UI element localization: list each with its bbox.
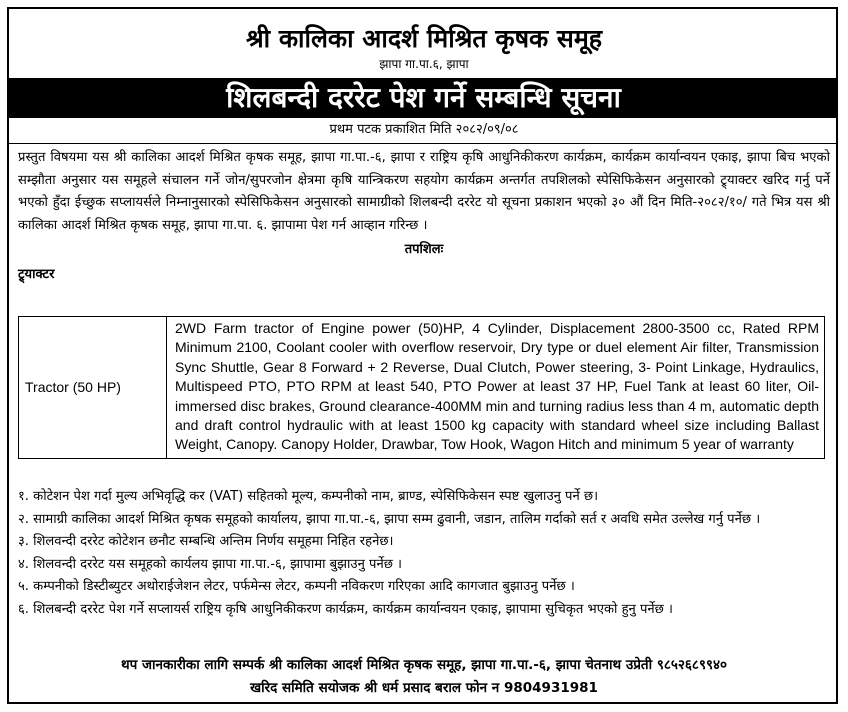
organization-name: श्री कालिका आदर्श मिश्रित कृषक समूह bbox=[245, 24, 603, 53]
coordinator-line: खरिद समिति सयोजक श्री धर्म प्रसाद बराल फोन न 9804931981 bbox=[250, 680, 598, 696]
publication-date: प्रथम पटक प्रकाशित मिति २०८२/०९/०८ bbox=[329, 122, 519, 137]
list-item: ६. शिलबन्दी दररेट पेश गर्ने सप्लायर्स राष्ट्रिय कृषि आधुनिकीकरण कार्यक्रम, कार्यक्रम कार्यान्वयन एकाइ, झापामा सुचिकृत भएको हुनु पर्नेछ । bbox=[18, 601, 673, 617]
organization-address: झापा गा.पा.६, झापा bbox=[379, 57, 469, 71]
notice-title: शिलबन्दी दररेट पेश गर्ने सम्बन्धि सूचना bbox=[9, 78, 838, 118]
list-item: ३. शिलवन्दी दररेट कोटेशन छनौट सम्बन्धि अन्तिम निर्णय समूहमा निहित रहनेछ। bbox=[18, 534, 394, 549]
contact-line: थप जानकारीका लागि सम्पर्क श्री कालिका आदर्श मिश्रित कृषक समूह, झापा गा.पा.-६, झापा चेतनाथ उप्रेती ९८५२६८९९४० bbox=[120, 657, 728, 673]
list-item: ४. शिलवन्दी दररेट यस समूहको कार्यलय झापा गा.पा.-६, झापामा बुझाउनु पर्नेछ । bbox=[18, 556, 403, 572]
section-heading: ट्र्याक्टर bbox=[18, 267, 55, 282]
item-specification: 2WD Farm tractor of Engine power (50)HP, 4 Cylinder, Displacement 2800-3500 cc, Rated RPM Minimum 2100, Coolant cooler with overflow reservoir, Dry type or duel element Air filter, Transmission Sync Shuttle, Gear 8 Forward + 2 Reverse, Dual Clutch, Power steering, 3- Point Linkage, Hydraulics, Multispeed PTO, PTO RPM at least 540, PTO Power at least 37 HP, Fuel Tank at least 60 liter, Oil-immersed disc brakes, Ground clearance-400MM min and turning radius less than 4 m, automatic depth and draft control hydraulic with at least 1500 kg capacity with standard wheel size including Ballast Weight, Canopy. Canopy Holder, Drawbar, Tow Hook, Wagon Hitch and minimum 5 year of warranty bbox=[167, 317, 825, 459]
divider bbox=[9, 143, 838, 144]
list-item: ५. कम्पनीको डिस्टीब्युटर अथोराईजेशन लेटर, पर्फमेन्स लेटर, कम्पनी नविकरण गरिएका आदि कागजात बुझाउनु पर्नेछ । bbox=[18, 579, 575, 594]
list-item: १. कोटेशन पेश गर्दा मुल्य अभिवृद्धि कर (VAT) सहितको मूल्य, कम्पनीको नाम, ब्राण्ड, स्पेसिफिकेसन स्पष्ट खुलाउनु पर्ने छ। bbox=[18, 489, 599, 504]
schedule-heading: तपशिलः bbox=[404, 242, 444, 257]
intro-paragraph: प्रस्तुत विषयमा यस श्री कालिका आदर्श मिश्रित कृषक समूह, झापा गा.पा.-६, झापा र राष्ट्रिय कृषि आधुनिकीकरण कार्यक्रम, कार्यक्रम कार्यान्वयन एकाइ, झापा बिच भएको सम्झौता अनुसार यस समूहले संचालन गर्ने जोन/सुपरजोन क्षेत्रमा कृषि यान्त्रिकरण सहयोग कार्यक्रम अन्तर्गत तपशिलको स्पेसिफिकेसन अनुसारको ट्र्याक्टर खरिद गर्नु पर्ने भएको हुँदा ईच्छुक सप्लायर्सले निम्नानुसारको स्पेसिफिकेसन अनुसारको सामाग्रीको शिलबन्दी दररेट यो सूचना प्रकाशन भएको ३० औं दिन मिति-२०८२/१०/ गते भित्र यस श्री कालिका आदर्श मिश्रित कृषक समूह, झापा गा.पा. ६. झापामा पेश गर्न आव्हान गरिन्छ । bbox=[18, 150, 830, 233]
table-row bbox=[19, 317, 825, 459]
conditions-list bbox=[18, 486, 830, 621]
item-name: Tractor (50 HP) bbox=[19, 317, 167, 459]
list-item: २. सामाग्री कालिका आदर्श मिश्रित कृषक समूहको कार्यालय, झापा गा.पा.-६, झापा सम्म ढुवानी, जडान, तालिम गर्दाको सर्त र अवधि समेत उल्लेख गर्नु पर्नेछ । bbox=[18, 511, 761, 527]
spec-table bbox=[18, 316, 825, 459]
